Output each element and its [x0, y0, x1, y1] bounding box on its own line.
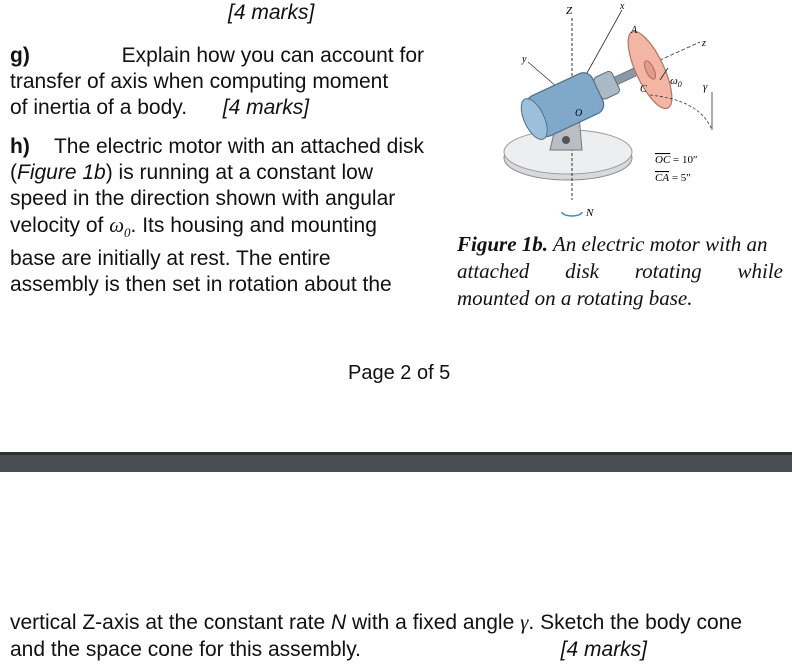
point-O-label: O — [575, 108, 583, 119]
ca-dimension: CA = 5″ — [655, 172, 691, 184]
question-h-text-4a: velocity of — [10, 214, 104, 237]
question-h-text-4b: . Its housing and mounting — [130, 214, 377, 237]
point-C-label: C — [640, 84, 647, 95]
caption-text-1: An electric motor with an — [552, 232, 768, 256]
marks-label-h: [4 marks] — [560, 638, 648, 661]
gamma-symbol: γ — [520, 610, 529, 634]
question-g-text-1: Explain how you can account for — [121, 44, 424, 67]
gamma-label: γ — [703, 81, 708, 93]
oc-dimension: OC = 10″ — [655, 154, 698, 166]
continuation-line-2 — [10, 636, 792, 663]
caption-line-1 — [457, 231, 783, 258]
question-g — [10, 43, 424, 121]
continuation-text-1b: with a fixed angle — [352, 611, 515, 634]
question-g-text-2: transfer of axis when computing moment — [10, 70, 389, 93]
page-divider-shadow — [0, 452, 792, 455]
question-h-text-2: ) is running at a constant low — [105, 161, 374, 184]
N-label: N — [586, 207, 594, 219]
question-g-label: g) — [10, 44, 30, 67]
paren-open: ( — [10, 161, 17, 184]
continuation-line-1 — [10, 609, 792, 636]
omega-subscript: 0 — [124, 225, 131, 241]
caption-word: disk — [565, 259, 599, 283]
question-h — [10, 134, 424, 298]
pivot-bolt — [562, 136, 570, 144]
question-g-text-3: of inertia of a body. — [10, 96, 188, 119]
omega-symbol: ω — [109, 213, 125, 237]
question-h-line-4 — [10, 212, 424, 246]
rate-N-symbol: N — [330, 611, 347, 634]
figure-reference: Figure 1b — [17, 161, 106, 184]
continuation-text — [10, 609, 792, 663]
caption-word: attached — [457, 259, 530, 283]
omega-label: $\omega_0$ — [670, 75, 682, 89]
question-h-line-2 — [10, 160, 424, 186]
continuation-text-1c: . Sketch the body cone — [528, 611, 743, 634]
marks-label-g: [4 marks] — [222, 96, 310, 119]
caption-word: while — [737, 259, 783, 283]
figure-caption — [457, 231, 783, 312]
caption-bold: Figure 1b. — [457, 232, 549, 256]
question-h-text-1: The electric motor with an attached disk — [53, 135, 424, 158]
page-divider — [0, 452, 792, 472]
axis-y-label: y — [522, 54, 527, 65]
caption-text-3: mounted on a rotating base. — [457, 286, 693, 310]
axis-x-label: x — [620, 1, 625, 12]
marks-label-f: [4 marks] — [228, 1, 315, 24]
continuation-text-1a: vertical Z-axis at the constant rate — [10, 611, 326, 634]
rotation-N-arrow — [562, 212, 582, 216]
question-h-text-6: assembly is then set in rotation about the — [10, 273, 392, 297]
caption-line-2 — [457, 258, 783, 285]
question-h-text-3: speed in the direction shown with angular — [10, 187, 396, 210]
page-number: Page 2 of 5 — [348, 362, 451, 384]
axis-z-label: z — [702, 38, 706, 49]
question-h-label: h) — [10, 135, 30, 158]
question-h-line-1 — [10, 134, 424, 160]
caption-word: rotating — [634, 259, 702, 283]
question-h-text-5: base are initially at rest. The entire — [10, 247, 331, 271]
question-h-line-5 — [10, 246, 424, 272]
question-g-line-1 — [10, 43, 424, 69]
attached-disk — [620, 26, 681, 114]
question-g-line-3 — [10, 95, 424, 121]
figure-1b-illustration — [500, 0, 730, 225]
axis-Z-label: Z — [566, 5, 573, 17]
point-A-label: A — [631, 25, 638, 36]
continuation-text-2: and the space cone for this assembly. — [10, 638, 361, 661]
